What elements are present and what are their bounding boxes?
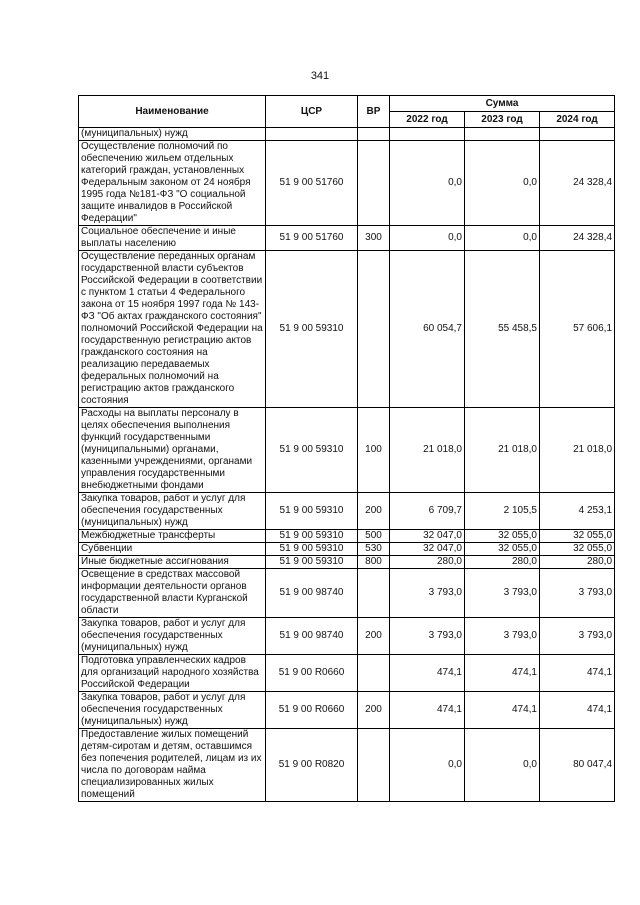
row-name: Осуществление переданных органам государственной власти субъектов Российской Федерации в соответствии с пунктом 1 статьи 4 Федерального закона от 15 ноября 1997 года № 143-ФЗ "Об актах гражданского состояния" полномочий Российской Федерации на государственную регистрацию актов гражданского состояния на реализацию передаваемых федеральных полномочий на регистрацию актов гражданского состояния xyxy=(79,251,266,408)
table-row xyxy=(79,543,615,556)
row-2022: 0,0 xyxy=(390,226,465,251)
row-name: (муниципальных) нужд xyxy=(79,128,266,141)
row-csr xyxy=(266,128,358,141)
row-csr: 51 9 00 59310 xyxy=(266,556,358,569)
row-vr: 800 xyxy=(358,556,390,569)
row-2024: 32 055,0 xyxy=(540,543,615,556)
row-2022: 0,0 xyxy=(390,141,465,226)
row-name: Закупка товаров, работ и услуг для обеспечения государственных (муниципальных) нужд xyxy=(79,692,266,729)
row-2023: 3 793,0 xyxy=(465,618,540,655)
row-name: Расходы на выплаты персоналу в целях обеспечения выполнения функций государственными (муниципальными) органами, казенными учреждениями, органами управления государственными внебюджетными фондами xyxy=(79,408,266,493)
table-row xyxy=(79,729,615,802)
row-2022: 3 793,0 xyxy=(390,618,465,655)
table-row xyxy=(79,618,615,655)
table-row xyxy=(79,692,615,729)
row-vr: 200 xyxy=(358,493,390,530)
row-2023: 55 458,5 xyxy=(465,251,540,408)
table-row xyxy=(79,408,615,493)
row-name: Закупка товаров, работ и услуг для обеспечения государственных (муниципальных) нужд xyxy=(79,493,266,530)
row-name: Субвенции xyxy=(79,543,266,556)
header-sum: Сумма xyxy=(390,96,615,112)
table-row xyxy=(79,530,615,543)
row-csr: 51 9 00 59310 xyxy=(266,530,358,543)
row-csr: 51 9 00 59310 xyxy=(266,493,358,530)
row-2024: 24 328,4 xyxy=(540,226,615,251)
row-2023: 474,1 xyxy=(465,655,540,692)
row-name: Подготовка управленческих кадров для организаций народного хозяйства Российской Федерации xyxy=(79,655,266,692)
table-row xyxy=(79,655,615,692)
row-vr: 500 xyxy=(358,530,390,543)
row-2023: 0,0 xyxy=(465,226,540,251)
table-row xyxy=(79,493,615,530)
row-vr xyxy=(358,251,390,408)
row-2023: 21 018,0 xyxy=(465,408,540,493)
row-2022: 6 709,7 xyxy=(390,493,465,530)
row-vr: 200 xyxy=(358,692,390,729)
table-row xyxy=(79,226,615,251)
row-2023: 474,1 xyxy=(465,692,540,729)
row-name: Иные бюджетные ассигнования xyxy=(79,556,266,569)
row-vr: 300 xyxy=(358,226,390,251)
row-2022: 280,0 xyxy=(390,556,465,569)
header-vr: ВР xyxy=(358,96,390,128)
row-csr: 51 9 00 98740 xyxy=(266,618,358,655)
row-csr: 51 9 00 R0660 xyxy=(266,692,358,729)
row-2024: 280,0 xyxy=(540,556,615,569)
row-2023: 3 793,0 xyxy=(465,569,540,618)
row-csr: 51 9 00 59310 xyxy=(266,543,358,556)
row-csr: 51 9 00 98740 xyxy=(266,569,358,618)
table-row xyxy=(79,251,615,408)
row-csr: 51 9 00 R0660 xyxy=(266,655,358,692)
row-name: Закупка товаров, работ и услуг для обеспечения государственных (муниципальных) нужд xyxy=(79,618,266,655)
row-vr xyxy=(358,655,390,692)
row-2024: 3 793,0 xyxy=(540,618,615,655)
header-2022: 2022 год xyxy=(390,112,465,128)
row-2024: 24 328,4 xyxy=(540,141,615,226)
header-csr: ЦСР xyxy=(266,96,358,128)
row-2024: 474,1 xyxy=(540,692,615,729)
row-vr: 100 xyxy=(358,408,390,493)
row-2024 xyxy=(540,128,615,141)
row-vr: 530 xyxy=(358,543,390,556)
row-2023: 32 055,0 xyxy=(465,530,540,543)
page-number: 341 xyxy=(310,70,330,82)
row-name: Осуществление полномочий по обеспечению жильем отдельных категорий граждан, установленных Федеральным законом от 24 ноября 1995 года №181-ФЗ "О социальной защите инвалидов в Российской Федерации" xyxy=(79,141,266,226)
row-csr: 51 9 00 R0820 xyxy=(266,729,358,802)
budget-table xyxy=(78,95,615,802)
row-2023: 280,0 xyxy=(465,556,540,569)
header-2023: 2023 год xyxy=(465,112,540,128)
row-2022: 21 018,0 xyxy=(390,408,465,493)
row-2024: 32 055,0 xyxy=(540,530,615,543)
row-2023: 32 055,0 xyxy=(465,543,540,556)
header-name: Наименование xyxy=(79,96,266,128)
table-body xyxy=(79,128,615,802)
row-vr xyxy=(358,141,390,226)
row-csr: 51 9 00 51760 xyxy=(266,141,358,226)
row-name: Межбюджетные трансферты xyxy=(79,530,266,543)
row-csr: 51 9 00 59310 xyxy=(266,251,358,408)
row-vr xyxy=(358,569,390,618)
row-2022: 32 047,0 xyxy=(390,543,465,556)
table-header xyxy=(79,96,615,128)
row-2022 xyxy=(390,128,465,141)
header-2024: 2024 год xyxy=(540,112,615,128)
row-csr: 51 9 00 59310 xyxy=(266,408,358,493)
row-2022: 60 054,7 xyxy=(390,251,465,408)
table-row xyxy=(79,128,615,141)
row-2024: 4 253,1 xyxy=(540,493,615,530)
row-2024: 3 793,0 xyxy=(540,569,615,618)
row-2024: 80 047,4 xyxy=(540,729,615,802)
row-name: Освещение в средствах массовой информации деятельности органов государственной власти Курганской области xyxy=(79,569,266,618)
row-2022: 32 047,0 xyxy=(390,530,465,543)
row-2022: 0,0 xyxy=(390,729,465,802)
row-name: Предоставление жилых помещений детям-сиротам и детям, оставшимся без попечения родителей, лицам из их числа по договорам найма специализированных жилых помещений xyxy=(79,729,266,802)
row-vr: 200 xyxy=(358,618,390,655)
table-row xyxy=(79,556,615,569)
row-csr: 51 9 00 51760 xyxy=(266,226,358,251)
row-2023: 0,0 xyxy=(465,729,540,802)
row-2024: 57 606,1 xyxy=(540,251,615,408)
row-vr xyxy=(358,128,390,141)
row-2022: 474,1 xyxy=(390,655,465,692)
row-2024: 474,1 xyxy=(540,655,615,692)
table-row xyxy=(79,569,615,618)
row-2023 xyxy=(465,128,540,141)
row-2024: 21 018,0 xyxy=(540,408,615,493)
row-2022: 3 793,0 xyxy=(390,569,465,618)
row-vr xyxy=(358,729,390,802)
row-2023: 2 105,5 xyxy=(465,493,540,530)
row-2023: 0,0 xyxy=(465,141,540,226)
table-row xyxy=(79,141,615,226)
row-2022: 474,1 xyxy=(390,692,465,729)
row-name: Социальное обеспечение и иные выплаты населению xyxy=(79,226,266,251)
